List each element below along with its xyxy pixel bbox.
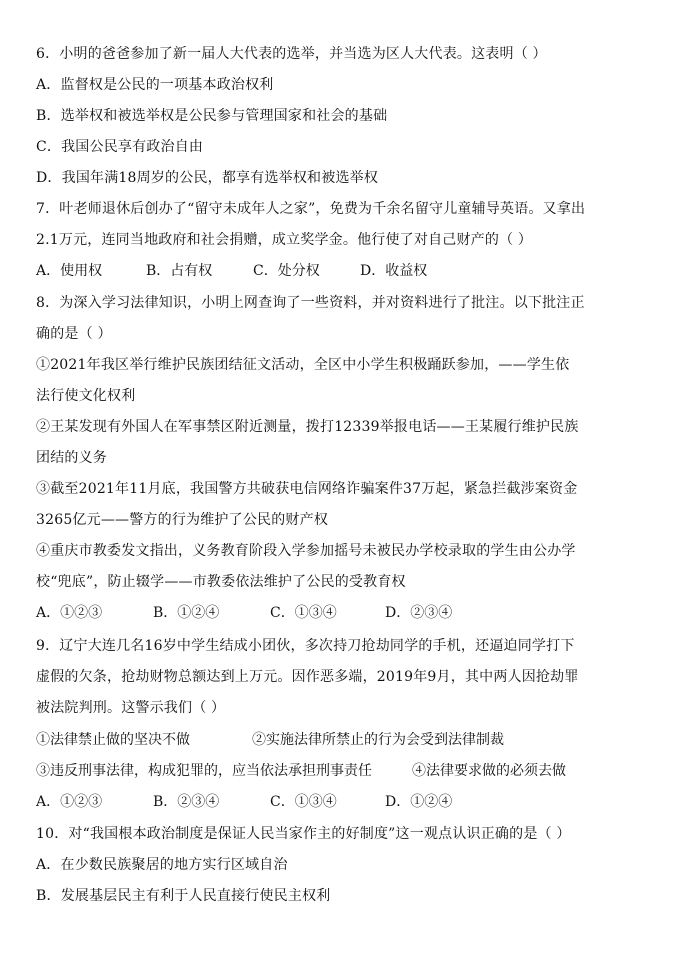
q7-option-d: D．收益权 <box>360 263 428 279</box>
q8-item-2-line1: ②王某发现有外国人在军事禁区附近测量，拨打12339举报电话——王某履行维护民族 <box>36 419 579 435</box>
q8-item-1-line1: ①2021年我区举行维护民族团结征文活动，全区中小学生积极踊跃参加，——学生依 <box>36 357 570 373</box>
q7-stem-line2: 2.1万元，连同当地政府和社会捐赠，成立奖学金。他行使了对自己财产的（ ） <box>36 232 533 248</box>
q9-item-3: ③违反刑事法律，构成犯罪的，应当依法承担刑事责任 <box>36 763 372 779</box>
q9-option-a: A．①②③ <box>36 794 103 810</box>
q9-item-2: ②实施法律所禁止的行为会受到法律制裁 <box>252 732 504 748</box>
q8-option-c: C．①③④ <box>270 605 337 621</box>
q9-option-d: D．①②④ <box>385 794 453 810</box>
q9-stem-line2: 虚假的欠条，抢劫财物总额达到上万元。因作恶多端，2019年9月，其中两人因抢劫罪 <box>36 669 579 685</box>
q10-option-a: A．在少数民族聚居的地方实行区域自治 <box>36 857 288 873</box>
q8-option-b: B．①②④ <box>153 605 220 621</box>
q7-stem-line1: 7．叶老师退休后创办了“留守未成年人之家”，免费为千余名留守儿童辅导英语。又拿出 <box>36 201 586 217</box>
q9-stem-line1: 9．辽宁大连几名16岁中学生结成小团伙，多次持刀抢劫同学的手机，还逼迫同学打下 <box>36 638 575 654</box>
q8-option-a: A．①②③ <box>36 605 103 621</box>
q8-option-d: D．②③④ <box>385 605 453 621</box>
q7-option-a: A．使用权 <box>36 263 103 279</box>
q8-stem-line1: 8．为深入学习法律知识，小明上网查询了一些资料，并对资料进行了批注。以下批注正 <box>36 295 585 311</box>
q7-option-b: B．占有权 <box>146 263 213 279</box>
q8-item-4-line2: 校“兜底”，防止辍学——市教委依法维护了公民的受教育权 <box>36 574 406 590</box>
q9-option-b: B．②③④ <box>153 794 220 810</box>
q8-item-1-line2: 法行使文化权利 <box>36 388 136 404</box>
q6-option-b: B．选举权和被选举权是公民参与管理国家和社会的基础 <box>36 108 388 124</box>
q9-item-1: ①法律禁止做的坚决不做 <box>36 732 190 748</box>
q10-stem: 10．对“我国根本政治制度是保证人民当家作主的好制度”这一观点认识正确的是（ ） <box>36 826 571 842</box>
q7-option-c: C．处分权 <box>253 263 320 279</box>
q9-stem-line3: 被法院判刑。这警示我们（ ） <box>36 700 226 716</box>
q6-option-c: C．我国公民享有政治自由 <box>36 139 204 155</box>
q8-item-3-line2: 3265亿元——警方的行为维护了公民的财产权 <box>36 512 329 528</box>
q9-option-c: C．①③④ <box>270 794 337 810</box>
q8-stem-line2: 确的是（ ） <box>36 326 112 342</box>
q8-item-2-line2: 团结的义务 <box>36 450 107 466</box>
q8-item-4-line1: ④重庆市教委发文指出，义务教育阶段入学参加摇号未被民办学校录取的学生由公办学 <box>36 543 576 559</box>
q6-option-d: D．我国年满18周岁的公民，都享有选举权和被选举权 <box>36 170 379 186</box>
q6-stem: 6．小明的爸爸参加了新一届人大代表的选举，并当选为区人大代表。这表明（ ） <box>36 46 547 62</box>
q6-option-a: A．监督权是公民的一项基本政治权利 <box>36 77 274 93</box>
q10-option-b: B．发展基层民主有利于人民直接行使民主权利 <box>36 888 331 904</box>
q9-item-4: ④法律要求做的必须去做 <box>412 763 566 779</box>
q8-item-3-line1: ③截至2021年11月底，我国警方共破获电信网络诈骗案件37万起，紧急拦截涉案资金 <box>36 481 578 497</box>
